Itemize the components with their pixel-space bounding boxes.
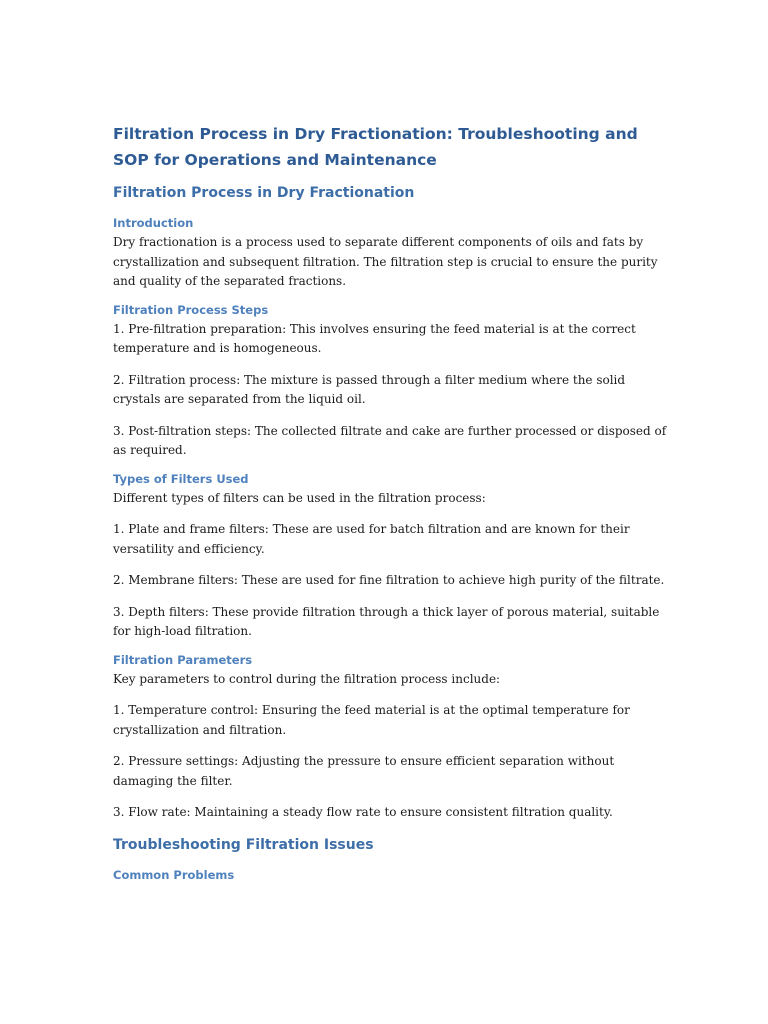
parameter-2: 2. Pressure settings: Adjusting the pressure to ensure efficient separation without damaging the filter. <box>113 754 615 788</box>
parameter-3: 3. Flow rate: Maintaining a steady flow rate to ensure consistent filtration quality. <box>113 805 613 819</box>
subheading-process-steps: Filtration Process Steps <box>113 302 269 317</box>
filter-type-1: 1. Plate and frame filters: These are used for batch filtration and are known for their versatility and efficiency. <box>113 522 630 556</box>
document-title: Filtration Process in Dry Fractionation: Troubleshooting and SOP for Operations and Maintenance <box>113 125 638 169</box>
filter-type-2: 2. Membrane filters: These are used for fine filtration to achieve high purity of the filtrate. <box>113 573 665 587</box>
parameters-intro: Key parameters to control during the filtration process include: <box>113 671 501 686</box>
process-step-3: 3. Post-filtration steps: The collected filtrate and cake are further processed or disposed of as required. <box>113 423 667 457</box>
process-step-1: 1. Pre-filtration preparation: This involves ensuring the feed material is at the correct temperature and is homogeneous. <box>113 321 636 355</box>
filter-types-intro: Different types of filters can be used in the filtration process: <box>113 490 486 505</box>
subheading-filtration-parameters: Filtration Parameters <box>113 652 253 667</box>
filter-type-3: 3. Depth filters: These provide filtration through a thick layer of porous material, suitable for high-load filtration. <box>113 604 660 638</box>
introduction-paragraph: Dry fractionation is a process used to separate different components of oils and fats by crystallization and subsequent filtration. The filtration step is crucial to ensure the purity and quality of the separated fractions. <box>113 235 658 288</box>
subheading-introduction: Introduction <box>113 216 194 230</box>
parameter-1: 1. Temperature control: Ensuring the feed material is at the optimal temperature for crystallization and filtration. <box>113 703 630 737</box>
subheading-filter-types: Types of Filters Used <box>113 471 249 486</box>
process-step-2: 2. Filtration process: The mixture is passed through a filter medium where the solid crystals are separated from the liquid oil. <box>113 372 626 406</box>
section-heading-troubleshooting: Troubleshooting Filtration Issues <box>113 836 374 853</box>
subheading-common-problems: Common Problems <box>113 867 235 882</box>
section-heading-filtration-process: Filtration Process in Dry Fractionation <box>113 185 415 201</box>
